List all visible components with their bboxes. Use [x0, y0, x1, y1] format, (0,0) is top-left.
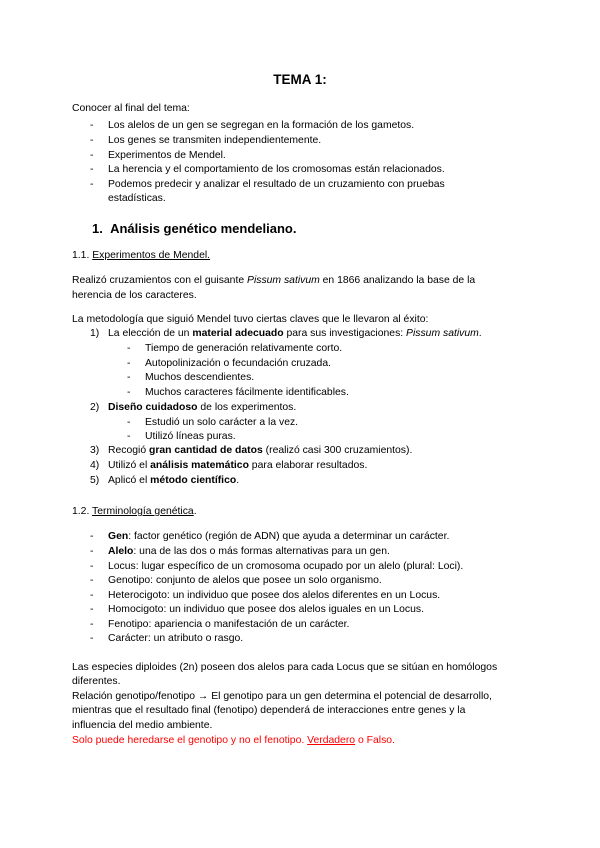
paragraph-3-line-4: mientras que el resultado final (fenotipo) dependerá de interacciones entre genes y la: [72, 705, 466, 716]
list-bullet: -: [127, 431, 131, 442]
term-item: [108, 603, 424, 617]
text-run: en 1866 analizando la base de la: [319, 275, 476, 286]
list-bullet: -: [90, 590, 94, 601]
term-name: Locus: [108, 561, 136, 572]
key-item-1: [108, 327, 482, 341]
key-number: 4): [90, 460, 100, 471]
term-item: [108, 589, 440, 603]
list-bullet: -: [127, 358, 131, 369]
text-run: de los experimentos.: [197, 402, 297, 413]
list-bullet: -: [90, 150, 94, 161]
key-number: 1): [90, 328, 100, 339]
subsection-number: 1.2.: [72, 506, 90, 517]
term-name: Homocigoto: [108, 604, 164, 615]
list-bullet: -: [127, 372, 131, 383]
list-bullet: -: [90, 164, 94, 175]
term-name: Genotipo: [108, 575, 151, 586]
text-run: para elaborar resultados.: [248, 460, 368, 471]
subsection-heading-1-2: [72, 505, 197, 519]
list-bullet: -: [90, 179, 94, 190]
intro-text: Conocer al final del tema:: [72, 103, 190, 114]
paragraph-3-line-1: Las especies diploides (2n) poseen dos alelos para cada Locus que se sitúan en homólogos: [72, 662, 498, 673]
text-run: .: [236, 475, 240, 486]
section-heading: [92, 221, 296, 236]
text-run: .: [193, 506, 197, 517]
paragraph-3-line-2: diferentes.: [72, 676, 121, 687]
sub-list-item: Tiempo de generación relativamente corto.: [145, 343, 343, 354]
list-bullet: -: [90, 120, 94, 131]
term-name: Heterocigoto: [108, 590, 167, 601]
term-definition: : conjunto de alelos que posee un solo organismo.: [150, 575, 382, 586]
question-text: Solo puede heredarse el genotipo y no el fenotipo.: [72, 735, 308, 746]
sub-list-item: Muchos descendientes.: [145, 372, 255, 383]
paragraph-2: La metodología que siguió Mendel tuvo ciertas claves que le llevaron al éxito:: [72, 314, 429, 325]
sub-list-item: Utilizó líneas puras.: [145, 431, 236, 442]
term-definition: : lugar específico de un cromosoma ocupado por un alelo (plural: Loci).: [135, 561, 464, 572]
term-definition: : factor genético (región de ADN) que ayuda a determinar un carácter.: [128, 531, 450, 542]
paragraph-3-line-3: Relación genotipo/fenotipo → El genotipo para un gen determina el potencial de desarrollo,: [72, 691, 492, 702]
list-item: Experimentos de Mendel.: [108, 150, 226, 161]
subsection-heading-1-1: [72, 249, 210, 263]
question-text: o Falso.: [355, 735, 395, 746]
list-bullet: -: [90, 561, 94, 572]
key-item-3: [108, 444, 412, 458]
paragraph-1-line-1: [72, 274, 475, 288]
list-bullet: -: [90, 135, 94, 146]
list-bullet: -: [90, 531, 94, 542]
bold-text: Diseño cuidadoso: [108, 402, 198, 413]
term-definition: : un atributo o rasgo.: [147, 633, 244, 644]
text-run: para sus investigaciones:: [283, 328, 407, 339]
key-item-5: [108, 474, 239, 488]
text-run: Utilizó el: [108, 460, 151, 471]
section-number: 1.: [92, 221, 103, 236]
term-name: Alelo: [108, 546, 134, 557]
bold-text: método científico: [150, 475, 237, 486]
term-definition: : una de las dos o más formas alternativas para un gen.: [133, 546, 390, 557]
species-name: Pissum sativum: [247, 275, 320, 286]
term-item: [108, 545, 390, 559]
list-item: Podemos predecir y analizar el resultado de un cruzamiento con pruebas: [108, 179, 445, 190]
subsection-title: Terminología genética: [92, 506, 194, 517]
term-definition: : un individuo que posee dos alelos diferentes en un Locus.: [166, 590, 441, 601]
text-run: Recogió: [108, 445, 150, 456]
term-name: Gen: [108, 531, 129, 542]
paragraph-1-line-2: herencia de los caracteres.: [72, 290, 197, 301]
list-bullet: -: [127, 343, 131, 354]
key-number: 3): [90, 445, 100, 456]
true-false-question: [72, 734, 395, 748]
key-number: 5): [90, 475, 100, 486]
bold-text: análisis matemático: [150, 460, 249, 471]
section-title: Análisis genético mendeliano.: [110, 221, 297, 236]
term-item: [108, 574, 382, 588]
list-bullet: -: [90, 575, 94, 586]
answer-true: Verdadero: [307, 735, 356, 746]
text-run: Aplicó el: [108, 475, 151, 486]
term-definition: : apariencia o manifestación de un carácter.: [148, 619, 350, 630]
text-run: (realizó casi 300 cruzamientos).: [262, 445, 413, 456]
list-item: Los alelos de un gen se segregan en la formación de los gametos.: [108, 120, 415, 131]
sub-list-item: Estudió un solo carácter a la vez.: [145, 417, 299, 428]
list-bullet: -: [90, 546, 94, 557]
text-run: .: [478, 328, 482, 339]
bold-text: material adecuado: [192, 328, 284, 339]
paragraph-3-line-5: influencia del medio ambiente.: [72, 720, 213, 731]
key-item-2: [108, 401, 296, 415]
list-bullet: -: [127, 417, 131, 428]
text-run: Realizó cruzamientos con el guisante: [72, 275, 248, 286]
species-name: Pissum sativum: [406, 328, 479, 339]
key-item-4: [108, 459, 367, 473]
term-definition: : un individuo que posee dos alelos iguales en un Locus.: [163, 604, 424, 615]
list-bullet: -: [90, 633, 94, 644]
list-bullet: -: [127, 387, 131, 398]
term-name: Carácter: [108, 633, 148, 644]
term-item: [108, 530, 449, 544]
subsection-title: Experimentos de Mendel.: [92, 250, 211, 261]
bold-text: gran cantidad de datos: [149, 445, 263, 456]
sub-list-item: Muchos caracteres fácilmente identificables.: [145, 387, 349, 398]
text-run: La elección de un: [108, 328, 193, 339]
term-item: [108, 632, 243, 646]
subsection-number: 1.1.: [72, 250, 90, 261]
term-name: Fenotipo: [108, 619, 149, 630]
list-bullet: -: [90, 619, 94, 630]
term-item: [108, 560, 463, 574]
term-item: [108, 618, 349, 632]
list-item-continuation: estadísticas.: [108, 193, 166, 204]
list-item: Los genes se transmiten independientemente.: [108, 135, 322, 146]
key-number: 2): [90, 402, 100, 413]
list-item: La herencia y el comportamiento de los cromosomas están relacionados.: [108, 164, 445, 175]
list-bullet: -: [90, 604, 94, 615]
page-title: TEMA 1:: [273, 72, 327, 87]
sub-list-item: Autopolinización o fecundación cruzada.: [145, 358, 332, 369]
